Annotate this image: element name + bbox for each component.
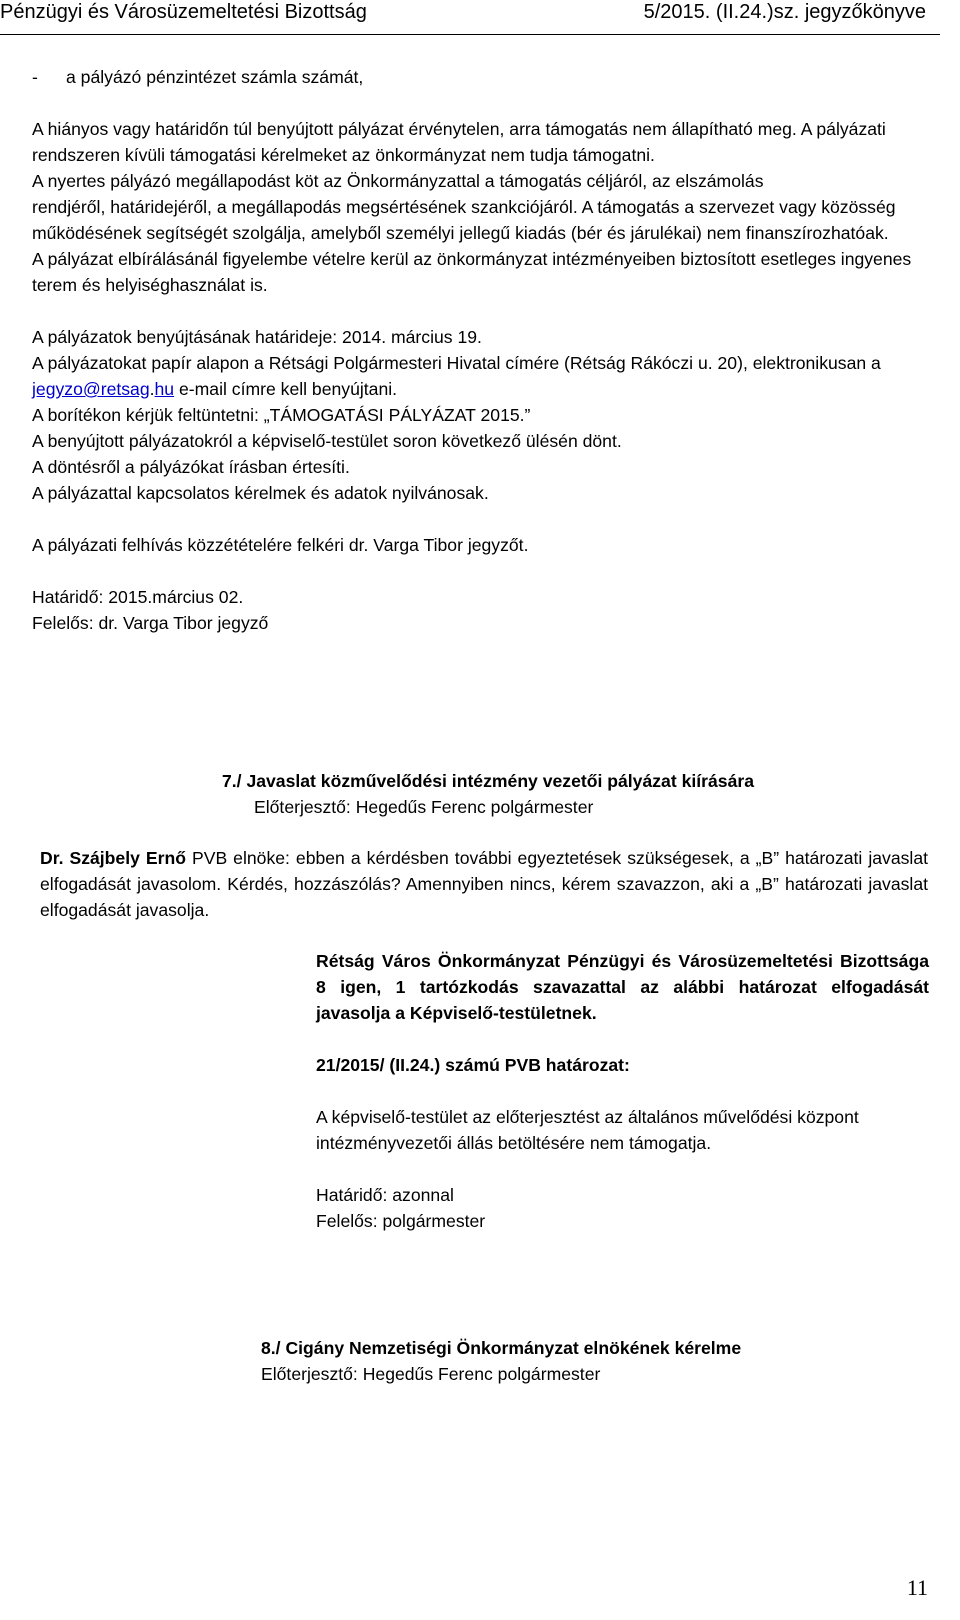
speech-text: PVB elnöke: ebben a kérdésben további egyeztetések szükségesek, a „B” határozati javaslat elfogadását javasolom. Kérdés, hozzászólás? Amennyiben nincs, kérem szavazzon, aki a „B” határozati javaslat elfogadását javasolja. (40, 848, 928, 920)
resolution-responsible: Felelős: polgármester (316, 1211, 486, 1231)
paragraph-invalid-applications: A hiányos vagy határidőn túl benyújtott pályázat érvénytelen, arra támogatás nem állapítható meg. A pályázati rendszeren kívüli támogatási kérelmeket az önkormányzat nem tudja támogatni. (32, 119, 886, 165)
body-deadline: Határidő: 2015.március 02. (32, 587, 244, 607)
agenda-8-presenter (261, 1361, 741, 1387)
page-number: 11 (906, 1575, 928, 1600)
document-body (32, 64, 928, 636)
paragraph-agreement-line1: A nyertes pályázó megállapodást köt az Önkormányzattal a támogatás céljáról, az elszámolás (32, 171, 764, 191)
header-minutes-reference: 5/2015. (II.24.)sz. jegyzőkönyve (643, 1, 926, 23)
agenda-8-presenter-name: Hegedűs Ferenc polgármester (357, 1364, 601, 1384)
submission-text-end: e-mail címre kell benyújtani. (174, 379, 398, 399)
agenda-8-title: 8./ Cigány Nemzetiségi Önkormányzat elnökének kérelme (261, 1338, 742, 1358)
resolution-deadline: Határidő: azonnal (316, 1185, 454, 1205)
email-link-domain[interactable]: hu (154, 379, 175, 399)
resolution-text: A képviselő-testület az előterjesztést az általános művelődési központ intézményvezetői állás betöltésére nem támogatja. (316, 1107, 859, 1153)
submission-text: A pályázatokat papír alapon a Rétsági Polgármesteri Hivatal címére (Rétság Rákóczi u. 20), elektronikusan a (32, 353, 881, 373)
publication-request: A pályázati felhívás közzétételére felkéri dr. Varga Tibor jegyzőt. (32, 535, 529, 555)
agenda-item-7 (222, 768, 754, 820)
paragraph-evaluation: A pályázat elbírálásánál figyelembe vételre kerül az önkormányzat intézményeiben biztosított esetleges ingyenes terem és helyiséghasználat is. (32, 249, 912, 295)
public-statement: A pályázattal kapcsolatos kérelmek és adatok nyilvánosak. (32, 483, 489, 503)
dash-marker: - (32, 67, 38, 87)
envelope-instruction (32, 402, 928, 428)
agenda-item-8 (261, 1335, 741, 1387)
agenda-7-presenter-name: Hegedűs Ferenc polgármester (350, 797, 594, 817)
paragraph-agreement-line2: rendjéről, határidejéről, a megállapodás megsértésének szankciójáról. A támogatás a szervezet vagy közösség működésének segítségét szolgálja, amelyből személyi jellegű kiadás (bér és járulékai) nem finanszírozhatóak. (32, 197, 896, 243)
agenda-7-title: 7./ Javaslat közművelődési intézmény vezetői pályázat kiírására (222, 771, 754, 791)
body-responsible: Felelős: dr. Varga Tibor jegyző (32, 613, 269, 633)
header-committee-name: Pénzügyi és Városüzemeltetési Bizottság (0, 1, 367, 23)
agenda-7-presenter-label: Előterjesztő: (254, 797, 351, 817)
email-link-user[interactable]: jegyzo@retsag (32, 379, 150, 399)
agenda-7-presenter (222, 794, 754, 820)
notification-statement: A döntésről a pályázókat írásban értesíti. (32, 457, 350, 477)
submission-instructions (32, 350, 928, 402)
decision-statement: A benyújtott pályázatokról a képviselő-testület soron következő ülésén dönt. (32, 431, 622, 451)
speaker-name: Dr. Szájbely Ernő (40, 848, 186, 868)
envelope-text: A borítékon kérjük feltüntetni: (32, 405, 264, 425)
resolution-number: 21/2015/ (II.24.) számú PVB határozat: (316, 1055, 630, 1075)
list-item-text: a pályázó pénzintézet számla számát, (66, 67, 364, 87)
resolution-block (316, 948, 929, 1234)
envelope-marking: „TÁMOGATÁSI PÁLYÁZAT 2015.” (263, 405, 531, 425)
page-header (0, 0, 940, 35)
submission-deadline: A pályázatok benyújtásának határideje: 2014. március 19. (32, 327, 482, 347)
resolution-vote: Rétság Város Önkormányzat Pénzügyi és Városüzemeltetési Bizottsága 8 igen, 1 tartózkodás szavazattal az alábbi határozat elfogadását javasolja a Képviselő-testületnek. (316, 951, 929, 1023)
list-item (32, 64, 928, 90)
chair-speech (40, 845, 928, 923)
agenda-8-presenter-label: Előterjesztő: (261, 1364, 358, 1384)
email-dot: . (149, 379, 155, 399)
